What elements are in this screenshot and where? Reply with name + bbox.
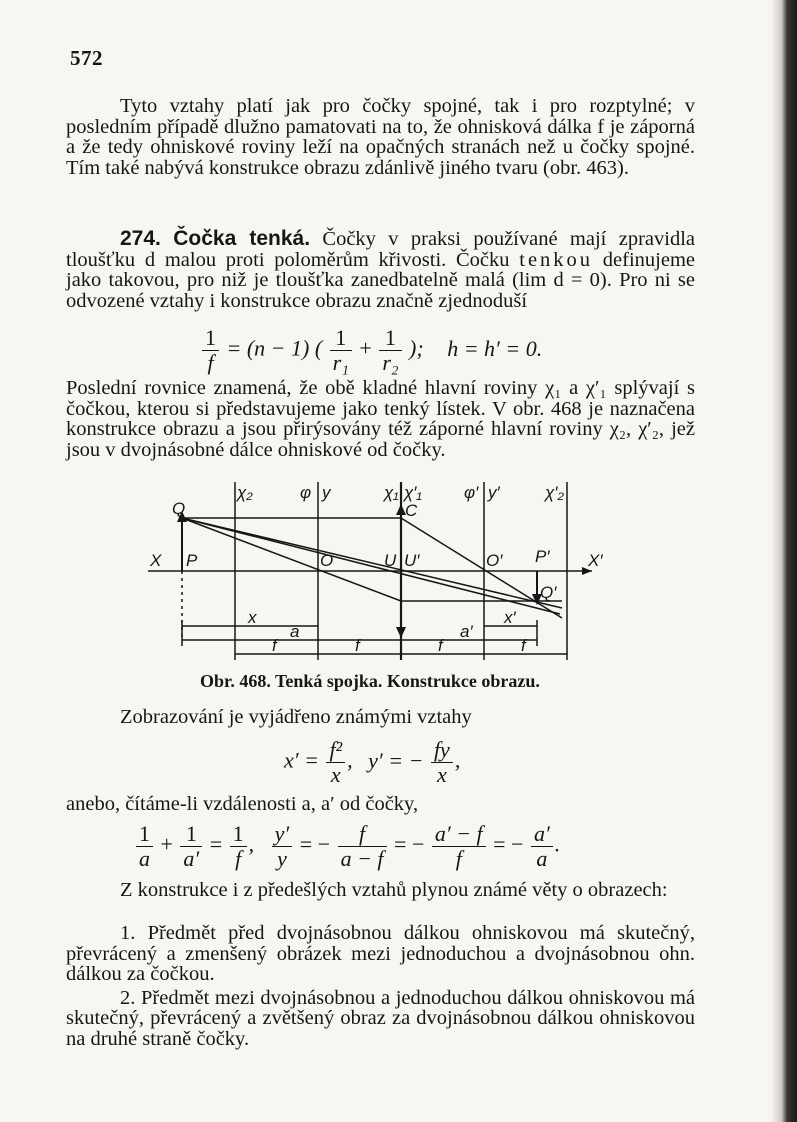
eq3-eq4: = −: [493, 831, 524, 857]
eq3-eq3: = −: [394, 831, 425, 857]
figure-468-diagram: [140, 478, 603, 668]
eq3-eq1: =: [209, 831, 223, 857]
eq2-f2-num: f²: [326, 738, 345, 763]
eq3-comma: ,: [248, 831, 255, 857]
fig-label-y: y: [322, 483, 331, 502]
eq3-t1-num: 1: [136, 822, 153, 847]
eq3-t3-num: 1: [230, 822, 247, 847]
equation-thin-lens: [200, 326, 542, 375]
eq1-close: );: [409, 335, 424, 361]
ray-focal: [182, 518, 401, 601]
eq3-t2-num: 1: [180, 822, 202, 847]
eq1-f2-num: 1: [379, 326, 401, 351]
eq1-f2-den: r₂: [382, 350, 399, 375]
fig-label-X: X: [150, 551, 162, 570]
paragraph-relations-text: Zobrazování je vyjádřeno známými vztahy: [120, 706, 472, 728]
fig-dim-a-prime: a′: [460, 622, 473, 641]
eq3-eq2: = −: [299, 831, 331, 857]
fig-dim-f3: f: [438, 636, 443, 655]
eq3-t5-den: a − f: [340, 846, 384, 871]
eq2-yp: y′ = −: [368, 747, 424, 773]
eq1-f1-num: 1: [330, 326, 352, 351]
fig-label-O-prime: O′: [486, 551, 503, 570]
eq1-plus: +: [359, 335, 372, 361]
eq3-t3-den: f: [235, 846, 242, 871]
eq2-fy-den: x: [437, 762, 447, 787]
fig-label-chi1-prime: χ′₁: [404, 483, 422, 502]
eq2-xp: x′ =: [284, 747, 319, 773]
section-text-1: Čočky v praksi používané mají zpravidla tloušťku d malou proti poloměrům křivosti. Čočku: [66, 228, 695, 271]
fig-dim-x-prime: x′: [504, 608, 516, 627]
fig-label-C: C: [405, 501, 418, 520]
page-number: 572: [70, 46, 103, 70]
paragraph-intro-text: Tyto vztahy platí jak pro čočky spojné, tak i pro rozptylné; v posledním případě dlužno pamatovati na to, že ohnisková dálka f je záporná a že tedy ohniskové roviny leží na opačných stranách než u čočky spojné. Tím také nabývá konstrukce obrazu zdánlivě jiného tvaru (obr. 463).: [66, 95, 695, 179]
fig-dim-x: x: [248, 608, 257, 627]
eq3-t7-den: a: [536, 846, 548, 871]
eq3-end: .: [554, 831, 561, 857]
section-number: 274.: [120, 227, 161, 250]
fig-dim-f2: f: [355, 636, 360, 655]
eq1-lhs-num: 1: [202, 326, 219, 351]
paragraph-intro: [66, 96, 695, 178]
fig-label-phi-prime: φ′: [464, 483, 479, 502]
fig-label-Q: Q: [172, 499, 186, 518]
fig-dim-f1: f: [272, 636, 277, 655]
paragraph-theorems: [66, 880, 695, 901]
theorem-list: [66, 923, 695, 1050]
ray-chief: [182, 518, 562, 608]
theorem-item-2-text: 2. Předmět mezi dvojnásobnou a jednoduchou dálkou ohniskovou má skutečný, převrácený a zvětšený obraz za dvojnásobnou dálkou ohniskovou na druhé straně čočky.: [66, 986, 695, 1050]
paragraph-distances-text: anebo, čítáme-li vzdálenosti a, a′ od čočky,: [66, 793, 419, 815]
fig-label-chi1: χ₁: [384, 483, 399, 502]
fig-dim-f4: f: [521, 636, 526, 655]
fig-label-O: O: [320, 551, 334, 570]
paragraph-distances: [66, 794, 695, 815]
eq3-t4-den: y: [277, 846, 287, 871]
theorem-item-1-text: 1. Předmět před dvojnásobnou dálkou ohniskovou má skutečný, převrácený a zmenšený obrázek mezi jednoduchou a dvojnásobnou ohn. dálkou za čočkou.: [66, 922, 695, 986]
theorem-item-1: [66, 923, 695, 985]
figure-caption: Obr. 468. Tenká spojka. Konstrukce obrazu.: [200, 671, 540, 691]
fig-label-Q-prime: Q′: [540, 583, 557, 602]
fig-dim-a: a: [290, 622, 300, 641]
fig-label-chi2-prime: χ′₂: [545, 483, 564, 502]
section-emphasis: tenkou: [519, 248, 594, 271]
eq3-t7-num: a′: [531, 822, 553, 847]
paragraph-relations: [66, 707, 695, 728]
eq1-mid: = (n − 1) (: [226, 335, 323, 361]
ray-extra: [182, 518, 560, 614]
eq3-t2-den: a′: [183, 846, 200, 871]
eq2-comma: ,: [347, 747, 353, 773]
eq1-lhs-den: f: [207, 350, 214, 375]
eq3-t6-den: f: [455, 846, 462, 871]
eq3-t6-num: a′ − f: [432, 822, 486, 847]
section-274: [66, 229, 695, 311]
paragraph-planes-text: Poslední rovnice znamená, že obě kladné hlavní roviny χ₁ a χ′₁ splývají s čočkou, kterou si představujeme jako tenký lístek. V obr. 468 je naznačena konstrukce obrazu a jsou přirýsovány též záporné hlavní roviny χ₂, χ′₂, jež jsou v dvojnásobné dálce ohniskové od čočky.: [66, 377, 695, 461]
section-title: Čočka tenká.: [173, 227, 311, 250]
fig-label-chi2: χ₂: [237, 483, 253, 502]
fig-label-P-prime: P′: [535, 547, 550, 566]
fig-label-X-prime: X′: [588, 551, 603, 570]
fig-label-y-prime: y′: [488, 483, 500, 502]
eq2-fy-num: fy: [431, 738, 453, 763]
book-binding-shadow: [771, 0, 797, 1122]
eq2-f2-den: x: [330, 762, 341, 787]
paragraph-planes: [66, 378, 695, 460]
equation-newton: [284, 738, 460, 787]
eq3-t4-num: y′: [272, 822, 293, 847]
fig-label-phi: φ: [300, 483, 312, 502]
paragraph-theorems-text: Z konstrukce i z předešlých vztahů plynou známé věty o obrazech:: [120, 879, 668, 901]
eq3-t1-den: a: [139, 846, 150, 871]
equation-gauss: [134, 822, 560, 871]
eq3-t5-num: f: [338, 822, 387, 847]
fig-label-U: U: [384, 551, 397, 570]
theorem-item-2: [66, 988, 695, 1050]
lens-arrowhead-bottom: [396, 627, 406, 638]
fig-label-U-prime: U′: [404, 551, 420, 570]
eq1-rhs: h = h′ = 0.: [447, 335, 543, 361]
eq3-plus: +: [160, 831, 173, 857]
eq2-end: ,: [454, 747, 461, 773]
fig-label-P: P: [186, 551, 198, 570]
section-text-2: definujeme jako takovou, pro niž je tloušťka zanedbatelně malá (lim d = 0). Pro ni se odvozené vztahy i konstrukce obrazu značně zjednoduší: [66, 248, 696, 312]
eq1-f1-den: r₁: [332, 350, 349, 375]
